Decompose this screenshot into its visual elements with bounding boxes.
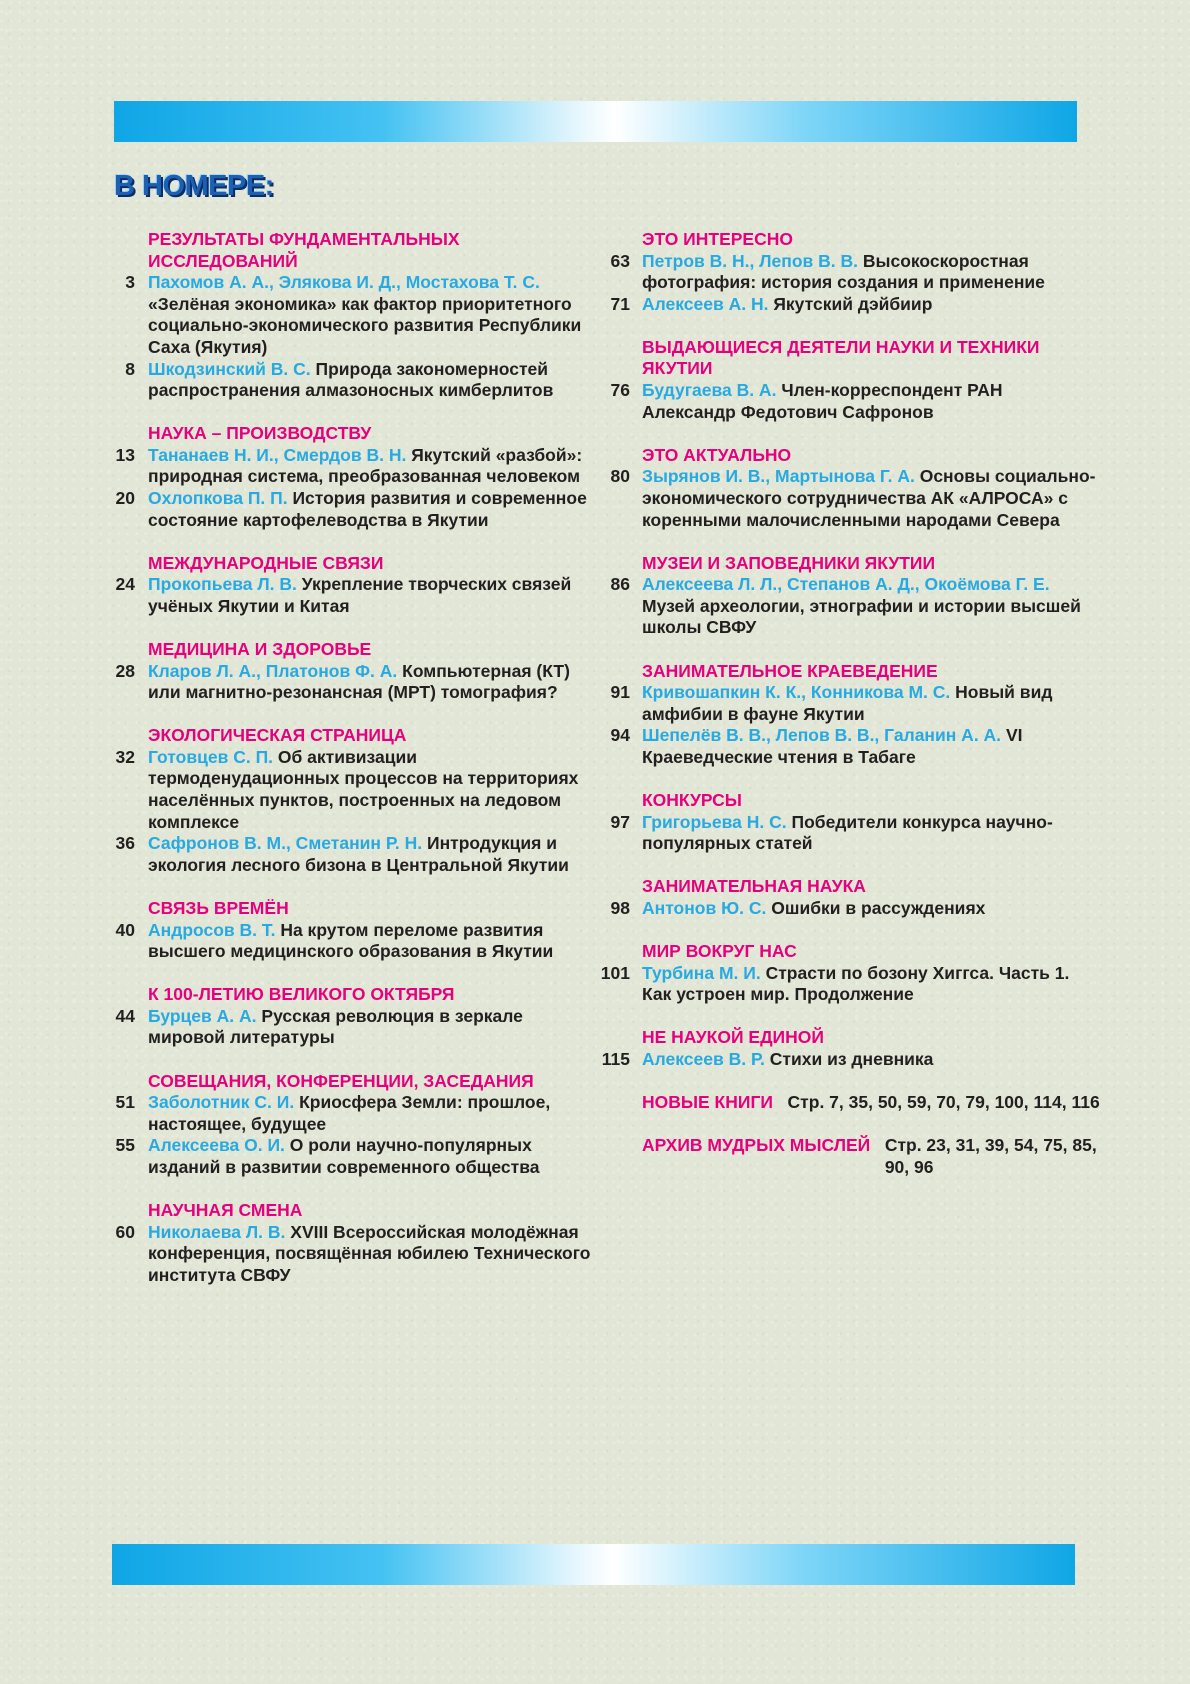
entry-authors: Алексеева Л. Л., Степанов А. Д., Окоёмова Г. Е. [642, 574, 1050, 595]
page-number: 8 [125, 358, 135, 379]
entry-title: Высокоскоростная фотография: история создания и применение [642, 250, 1045, 293]
contents-section [110, 1200, 600, 1286]
entry-title: Русская революция в зеркале мировой литературы [148, 1005, 523, 1048]
entry-authors: Пахомов А. А., Элякова И. Д., Мостахова Т. С. [148, 272, 540, 293]
entry-body [630, 812, 1100, 855]
contents-entry[interactable] [110, 445, 600, 488]
section-heading: ЗАНИМАТЕЛЬНОЕ КРАЕВЕДЕНИЕ [642, 660, 938, 681]
entry-authors: Николаева Л. В. [148, 1221, 286, 1242]
section-heading: МЕДИЦИНА И ЗДОРОВЬЕ [148, 639, 372, 659]
section-heading: МИР ВОКРУГ НАС [642, 940, 797, 961]
section-heading: НАУКА – ПРОИЗВОДСТВУ [148, 423, 372, 444]
entry-title: Природа закономерностей распространения алмазоносных кимберлитов [148, 358, 554, 401]
contents-entry[interactable] [110, 1135, 600, 1178]
contents-section [600, 876, 1100, 919]
entry-body [630, 466, 1100, 531]
entry-authors: Прокопьева Л. В. [148, 574, 297, 595]
page-number: 3 [125, 272, 135, 293]
section-heading: К 100-ЛЕТИЮ ВЕЛИКОГО ОКТЯБРЯ [148, 984, 455, 1005]
section-heading: КОНКУРСЫ [642, 789, 742, 810]
entry-authors: Шкодзинский В. С. [148, 358, 311, 379]
entry-title: Член-корреспондент РАН Александр Федотович Сафронов [642, 380, 1003, 422]
entry-body [630, 294, 1100, 316]
section-heading: РЕЗУЛЬТАТЫ ФУНДАМЕНТАЛЬНЫХ ИССЛЕДОВАНИЙ [148, 229, 460, 271]
section-heading: МУЗЕИ И ЗАПОВЕДНИКИ ЯКУТИИ [642, 552, 936, 573]
page-number: 97 [610, 811, 630, 832]
page-number: 98 [610, 897, 630, 918]
entry-body [135, 1222, 600, 1287]
page-number: 20 [115, 488, 135, 509]
entry-body [630, 682, 1100, 725]
contents-entry[interactable] [110, 920, 600, 963]
contents-section [110, 984, 600, 1049]
entry-title: Якутский дэйбиир [773, 293, 933, 314]
entry-body [630, 574, 1100, 639]
page-number: 80 [610, 466, 630, 487]
entry-body [135, 833, 600, 876]
contents-right-column [600, 229, 1100, 1200]
entry-body [630, 963, 1100, 1006]
entry-body [135, 445, 600, 488]
contents-section [600, 553, 1100, 639]
page-number: 115 [601, 1048, 630, 1069]
contents-extra-line[interactable] [600, 1092, 1100, 1114]
bottom-decorative-band [112, 1544, 1075, 1585]
entry-body [630, 725, 1100, 768]
contents-section [600, 661, 1100, 769]
entry-authors: Алексеев А. Н. [642, 293, 769, 314]
contents-section [110, 898, 600, 963]
contents-entry[interactable] [600, 466, 1100, 531]
entry-authors: Сафронов В. М., Сметанин Р. Н. [148, 833, 423, 854]
contents-entry[interactable] [110, 574, 600, 617]
top-decorative-band [114, 101, 1077, 142]
extra-pages: Стр. 7, 35, 50, 59, 70, 79, 100, 114, 116 [787, 1091, 1100, 1112]
section-heading: МЕЖДУНАРОДНЫЕ СВЯЗИ [148, 552, 384, 573]
entry-title: VI Краеведческие чтения в Табаге [642, 725, 1023, 767]
entry-body [630, 251, 1100, 294]
entry-body [135, 1135, 600, 1178]
entry-title: История развития и современное состояние картофелеводства в Якутии [148, 488, 587, 530]
entry-title: Интродукция и экология лесного бизона в Центральной Якутии [148, 833, 569, 875]
entry-body [135, 661, 600, 704]
contents-section [600, 790, 1100, 855]
extra-label: АРХИВ МУДРЫХ МЫСЛЕЙ [642, 1135, 871, 1155]
section-heading: СВЯЗЬ ВРЕМЁН [148, 897, 289, 918]
contents-entry[interactable] [600, 725, 1100, 768]
contents-entry[interactable] [110, 1006, 600, 1049]
entry-authors: Бурцев А. А. [148, 1005, 257, 1026]
entry-authors: Кривошапкин К. К., Конникова М. С. [642, 682, 951, 703]
section-heading: ЭТО ИНТЕРЕСНО [642, 229, 793, 249]
contents-entry[interactable] [600, 574, 1100, 639]
page-number: 60 [115, 1221, 135, 1242]
entry-authors: Заболотник С. И. [148, 1092, 295, 1113]
entry-title: Укрепление творческих связей учёных Якутии и Китая [148, 574, 572, 616]
entry-title: Новый вид амфибии в фауне Якутии [642, 682, 1053, 724]
page-number: 101 [600, 962, 630, 983]
entry-title: Компьютерная (КТ) или магнитно-резонансная (МРТ) томография? [148, 660, 570, 703]
contents-entry[interactable] [600, 682, 1100, 725]
contents-section [110, 639, 600, 704]
page-number: 55 [115, 1135, 135, 1156]
contents-entry[interactable] [110, 488, 600, 531]
entry-authors: Григорьева Н. С. [642, 811, 787, 832]
contents-section [110, 229, 600, 402]
section-heading: ВЫДАЮЩИЕСЯ ДЕЯТЕЛИ НАУКИ И ТЕХНИКИ ЯКУТИИ [642, 336, 1040, 379]
entry-body [135, 920, 600, 963]
contents-section [110, 1071, 600, 1179]
entry-authors: Охлопкова П. П. [148, 488, 288, 509]
entry-body [135, 488, 600, 531]
entry-body [135, 359, 600, 402]
contents-entry[interactable] [110, 661, 600, 704]
entry-authors: Андросов В. Т. [148, 919, 276, 940]
entry-authors: Готовцев С. П. [148, 746, 274, 767]
entry-title: Страсти по бозону Хиггса. Часть 1. Как устроен мир. Продолжение [642, 962, 1070, 1005]
contents-entry[interactable] [110, 1092, 600, 1135]
entry-title: На крутом переломе развития высшего медицинского образования в Якутии [148, 919, 554, 962]
entry-body [630, 898, 1100, 920]
entry-title: Ошибки в рассуждениях [771, 897, 986, 918]
entry-title: «Зелёная экономика» как фактор приоритетного социально-экономического развития Республики Саха (Якутия) [148, 293, 582, 357]
page-number: 71 [610, 293, 630, 314]
entry-body [135, 272, 600, 358]
entry-authors: Алексеева О. И. [148, 1135, 285, 1156]
entry-body [630, 1049, 1100, 1071]
section-heading: СОВЕЩАНИЯ, КОНФЕРЕНЦИИ, ЗАСЕДАНИЯ [148, 1070, 534, 1091]
page-number: 76 [610, 380, 630, 401]
contents-section [600, 337, 1100, 423]
page-title: В НОМЕРЕ: [114, 170, 274, 202]
contents-entry[interactable] [600, 963, 1100, 1006]
contents-entry[interactable] [600, 251, 1100, 294]
contents-section [600, 941, 1100, 1006]
page-number: 40 [115, 919, 135, 940]
entry-authors: Антонов Ю. С. [642, 897, 767, 918]
contents-entry[interactable] [600, 898, 1100, 920]
entry-authors: Алексеев В. Р. [642, 1048, 765, 1069]
entry-authors: Зырянов И. В., Мартынова Г. А. [642, 466, 915, 487]
section-heading: ЭТО АКТУАЛЬНО [642, 444, 792, 465]
contents-entry[interactable] [600, 812, 1100, 855]
section-heading: НЕ НАУКОЙ ЕДИНОЙ [642, 1027, 824, 1048]
section-heading: НАУЧНАЯ СМЕНА [148, 1199, 303, 1220]
contents-entry[interactable] [600, 1049, 1100, 1071]
entry-body [630, 380, 1100, 423]
entry-title: Якутский «разбой»: природная система, преобразованная человеком [148, 444, 583, 487]
page-number: 63 [610, 250, 630, 271]
contents-section [110, 725, 600, 876]
entry-title: Победители конкурса научно-популярных статей [642, 811, 1053, 854]
entry-authors: Шепелёв В. В., Лепов В. В., Галанин А. А. [642, 725, 1002, 746]
contents-extra-line[interactable] [600, 1135, 1100, 1178]
section-heading: ЗАНИМАТЕЛЬНАЯ НАУКА [642, 876, 866, 897]
entry-title: Основы социально-экономического сотрудничества АК «АЛРОСА» с коренными малочисленными народами Севера [642, 466, 1096, 530]
page-number: 94 [610, 725, 630, 746]
entry-authors: Будугаева В. А. [642, 380, 777, 401]
entry-title: О роли научно-популярных изданий в развитии современного общества [148, 1135, 540, 1177]
page-number: 32 [115, 746, 135, 767]
entry-body [135, 1092, 600, 1135]
contents-entry[interactable] [110, 1222, 600, 1287]
entry-title: Об активизации термоденудационных процессов на территориях населённых пунктов, построенных на ледовом комплексе [148, 746, 579, 832]
entry-authors: Петров В. Н., Лепов В. В. [642, 250, 858, 271]
page-number: 13 [115, 444, 135, 465]
entry-body [135, 574, 600, 617]
contents-entry[interactable] [110, 833, 600, 876]
contents-section [600, 229, 1100, 315]
contents-section [600, 1027, 1100, 1070]
contents-entry[interactable] [110, 747, 600, 833]
entry-body [135, 1006, 600, 1049]
contents-entry[interactable] [110, 272, 600, 358]
page-number: 91 [610, 682, 630, 703]
entry-title: XVIII Всероссийская молодёжная конференция, посвящённая юбилею Технического института СВФУ [148, 1221, 591, 1285]
extra-label: НОВЫЕ КНИГИ [642, 1091, 773, 1112]
contents-section [600, 445, 1100, 531]
contents-left-column [110, 229, 600, 1308]
section-heading: ЭКОЛОГИЧЕСКАЯ СТРАНИЦА [148, 725, 407, 746]
entry-authors: Кларов Л. А., Платонов Ф. А. [148, 660, 398, 681]
entry-title: Музей археологии, этнографии и истории высшей школы СВФУ [642, 595, 1081, 638]
page-number: 44 [115, 1005, 135, 1026]
entry-title: Стихи из дневника [769, 1048, 934, 1069]
contents-section [110, 553, 600, 618]
page-number: 28 [115, 660, 135, 681]
entry-authors: Тананаев Н. И., Смердов В. Н. [148, 444, 407, 465]
page-number: 24 [115, 574, 135, 595]
entry-title: Криосфера Земли: прошлое, настоящее, будущее [148, 1092, 551, 1134]
entry-body [135, 747, 600, 833]
extra-pages: Стр. 23, 31, 39, 54, 75, 85, 90, 96 [884, 1135, 1097, 1177]
entry-authors: Турбина М. И. [642, 962, 761, 983]
contents-entry[interactable] [600, 380, 1100, 423]
contents-entry[interactable] [600, 294, 1100, 316]
contents-section [110, 423, 600, 531]
contents-entry[interactable] [110, 359, 600, 402]
page-number: 51 [115, 1092, 135, 1113]
page-number: 36 [115, 833, 135, 854]
page-number: 86 [610, 574, 630, 595]
